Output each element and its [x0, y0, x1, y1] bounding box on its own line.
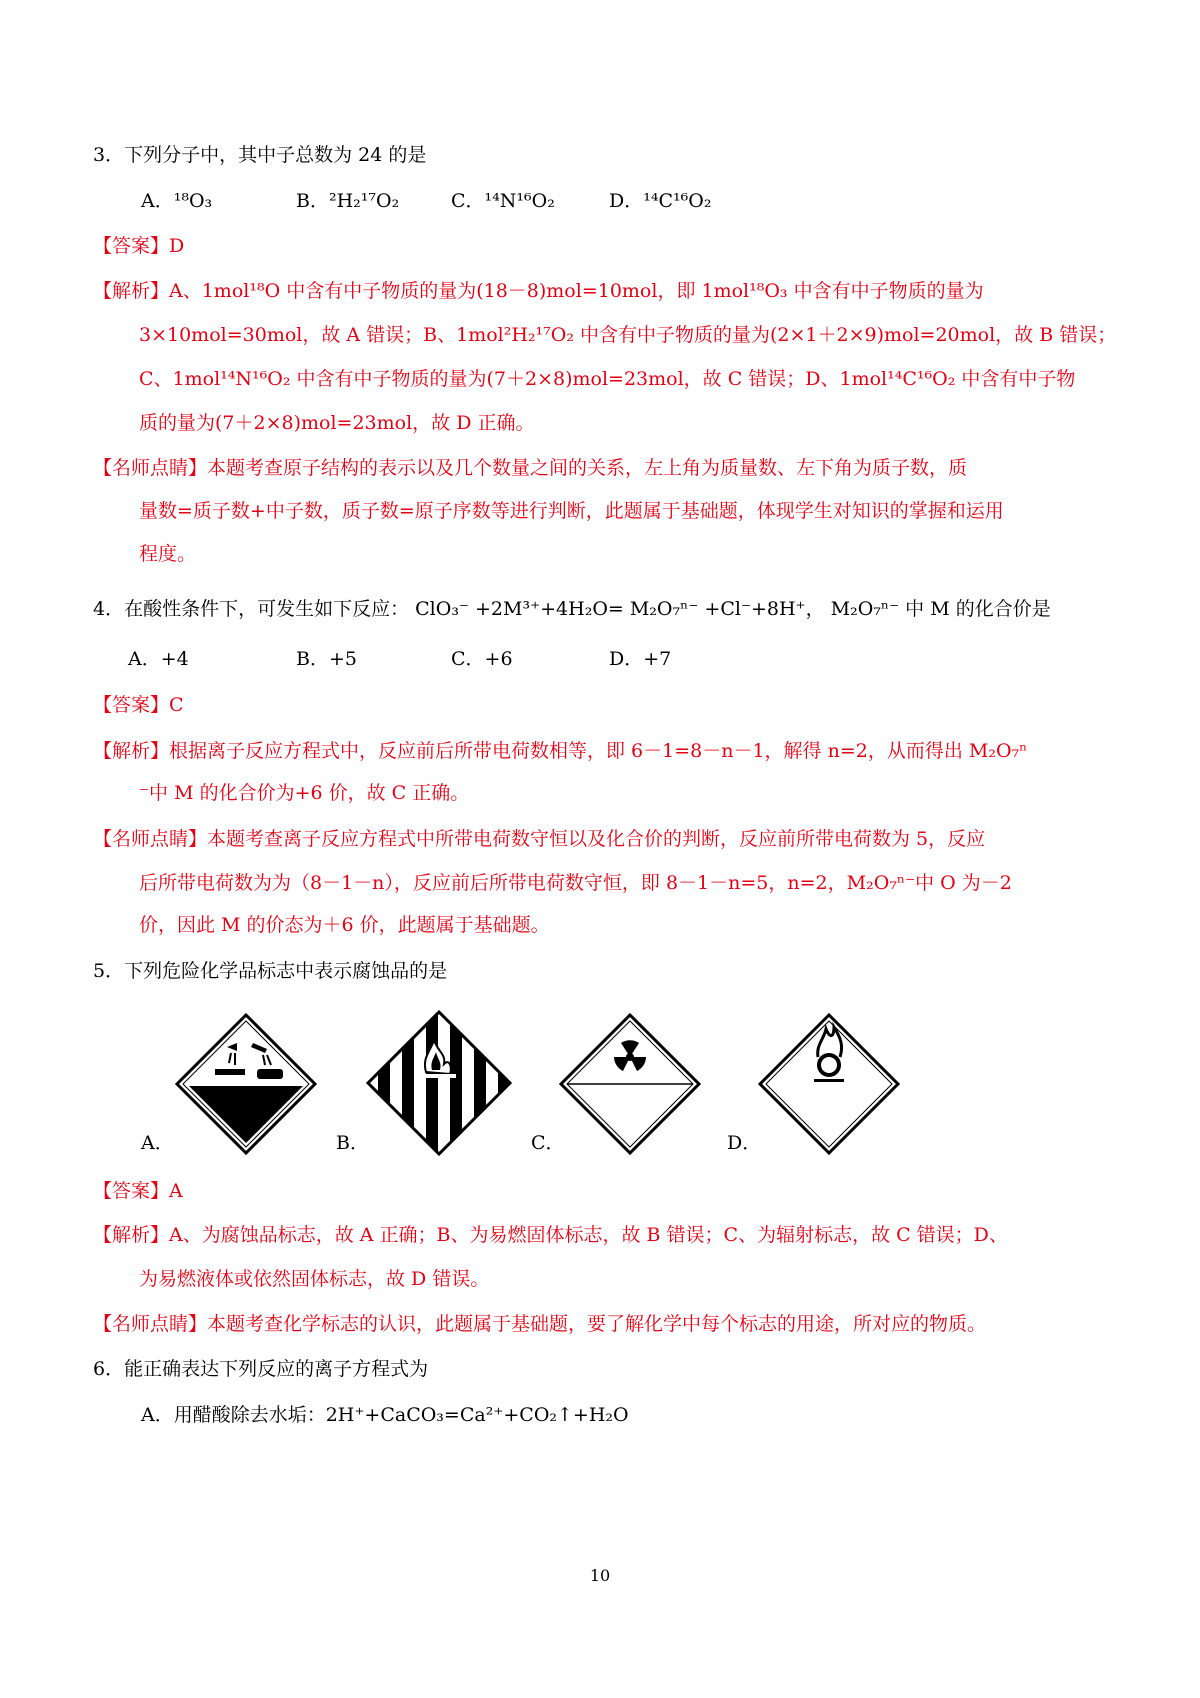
q3-stem: 3．下列分子中，其中子总数为 24 的是: [93, 144, 427, 166]
q6-option-a: A．用醋酸除去水垢：2H⁺+CaCO₃=Ca²⁺+CO₂↑+H₂O: [141, 1404, 629, 1426]
q4-stem-intro: 4．在酸性条件下，可发生如下反应：: [93, 598, 410, 620]
q4-tip-line-1: 【名师点睛】本题考查离子反应方程式中所带电荷数守恒以及化合价的判断，反应前所带电荷数为 5，反应: [93, 828, 986, 850]
q3-option-a: A．¹⁸O₃: [141, 190, 213, 212]
q4-stem: [93, 596, 1051, 622]
oxidizer-sign: [758, 1013, 900, 1155]
q5-option-b-label: B．: [336, 1132, 369, 1154]
q6-stem: 6．能正确表达下列反应的离子方程式为: [93, 1358, 429, 1380]
q3-analysis-line-4: 质的量为(7＋2×8)mol=23mol，故 D 正确。: [139, 412, 535, 434]
q3-option-c: C．¹⁴N¹⁶O₂: [451, 190, 555, 212]
q4-stem-question: M₂O₇ⁿ⁻ 中 M 的化合价是: [830, 598, 1051, 620]
q3-option-d: D．¹⁴C¹⁶O₂: [609, 190, 712, 212]
q4-tip-line-2: 后所带电荷数为为（8－1－n），反应前后所带电荷数守恒，即 8－1－n=5，n=2，M₂O₇ⁿ⁻中 O 为－2: [139, 872, 1012, 894]
q3-option-b: B．²H₂¹⁷O₂: [296, 190, 400, 212]
q5-analysis-line-2: 为易燃液体或依然固体标志，故 D 错误。: [139, 1268, 490, 1290]
q4-analysis-line-2: ⁻中 M 的化合价为+6 价，故 C 正确。: [139, 782, 470, 804]
q3-analysis-line-2: 3×10mol=30mol，故 A 错误；B、1mol²H₂¹⁷O₂ 中含有中子物质的量为(2×1＋2×9)mol=20mol，故 B 错误；: [139, 324, 1117, 346]
q4-answer: 【答案】C: [93, 694, 184, 716]
q3-tip-line-3: 程度。: [139, 543, 197, 565]
corrosive-sign: [175, 1013, 317, 1155]
q5-answer: 【答案】A: [93, 1180, 183, 1202]
q3-tip-line-1: 【名师点睛】本题考查原子结构的表示以及几个数量之间的关系，左上角为质量数、左下角为质子数，质: [93, 457, 968, 479]
q5-tip-line-1: 【名师点睛】本题考查化学标志的认识，此题属于基础题，要了解化学中每个标志的用途，所对应的物质。: [93, 1313, 987, 1335]
q5-option-c-label: C．: [531, 1132, 565, 1154]
q5-option-a-label: A．: [141, 1132, 174, 1154]
q4-analysis-line-1: 【解析】根据离子反应方程式中，反应前后所带电荷数相等，即 6－1=8－n－1，解得 n=2，从而得出 M₂O₇ⁿ: [93, 740, 1028, 762]
q4-option-c: C．+6: [451, 648, 513, 670]
page-number: 10: [589, 1566, 611, 1585]
q4-option-a: A．+4: [128, 648, 189, 670]
q5-stem: 5．下列危险化学品标志中表示腐蚀品的是: [93, 960, 448, 982]
radioactive-sign: [559, 1013, 701, 1155]
q5-analysis-line-1: 【解析】A、为腐蚀品标志，故 A 正确；B、为易燃固体标志，故 B 错误；C、为辐射标志，故 C 错误；D、: [93, 1224, 1008, 1246]
q5-option-d-label: D．: [727, 1132, 762, 1154]
q4-option-b: B．+5: [296, 648, 357, 670]
q3-tip-line-2: 量数=质子数+中子数，质子数=原子序数等进行判断，此题属于基础题，体现学生对知识的掌握和运用: [139, 500, 1004, 522]
q3-answer: 【答案】D: [93, 235, 185, 257]
q4-equation: ClO₃⁻ +2M³⁺+4H₂O= M₂O₇ⁿ⁻ +Cl⁻+8H⁺，: [415, 598, 825, 620]
q3-analysis-line-1: 【解析】A、1mol¹⁸O 中含有中子物质的量为(18－8)mol=10mol，即 1mol¹⁸O₃ 中含有中子物质的量为: [93, 280, 984, 302]
q3-analysis-line-3: C、1mol¹⁴N¹⁶O₂ 中含有中子物质的量为(7＋2×8)mol=23mol，故 C 错误；D、1mol¹⁴C¹⁶O₂ 中含有中子物: [139, 368, 1076, 390]
q4-tip-line-3: 价，因此 M 的价态为＋6 价，此题属于基础题。: [139, 914, 550, 936]
flammable-solid-sign: [364, 1008, 514, 1158]
q4-option-d: D．+7: [609, 648, 672, 670]
